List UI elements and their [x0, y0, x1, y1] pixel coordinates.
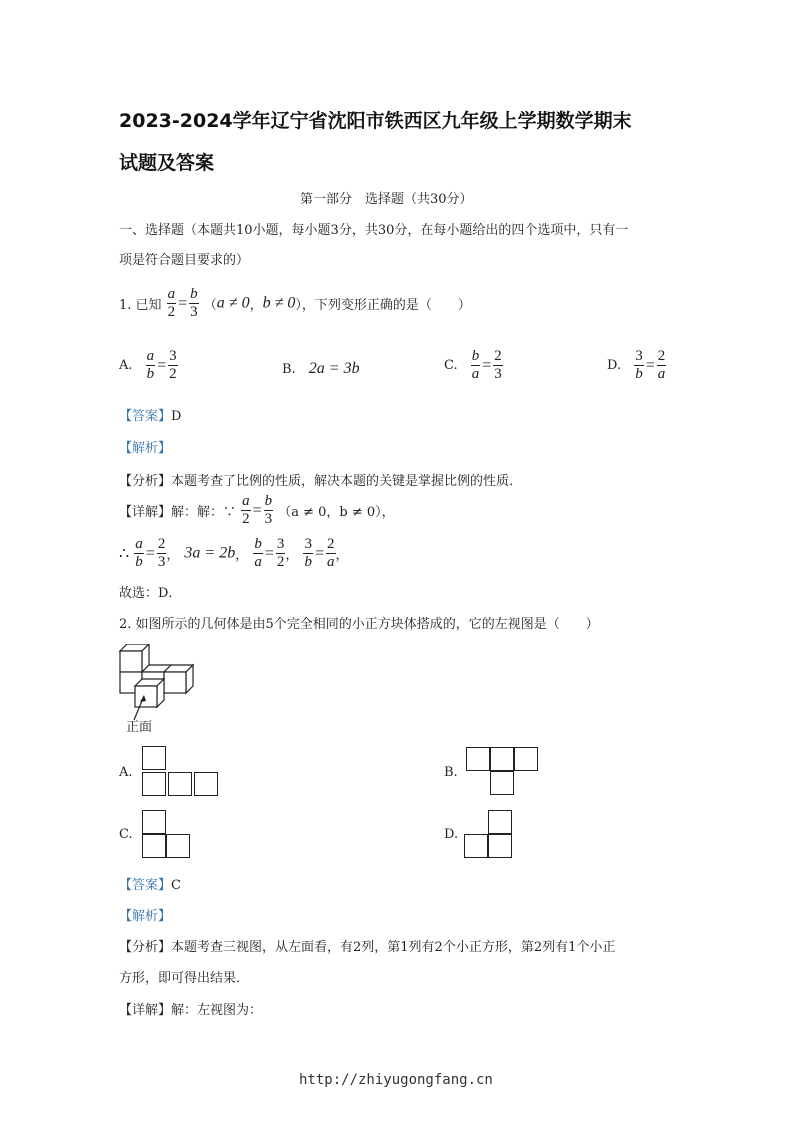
q2-answer: 【答案】C: [119, 878, 181, 893]
q1-analysis-tag: 【解析】: [119, 441, 172, 456]
front-view-label: 正面: [126, 720, 153, 735]
q1-given-left-fraction: $\frac{a}{2}$: [167, 286, 176, 320]
q2-option-d-label: D.: [444, 827, 459, 842]
q1-given-right-fraction: $\frac{b}{3}$: [190, 286, 198, 320]
page-title: 2023-2024学年辽宁省沈阳市铁西区九年级上学期数学期末: [119, 110, 632, 132]
cube-front-face: [120, 651, 142, 672]
answer-tag: 【答案】: [119, 409, 172, 424]
q1-conclusion: 故选：D．: [119, 586, 182, 601]
q2-option-b-label: B.: [444, 765, 458, 780]
instructions-line1: 一、选择题（本题共10小题，每小题3分，共30分，在每小题给出的四个选项中，只有一: [119, 223, 629, 238]
q1-fenxi: 【分析】本题考查了比例的性质，解决本题的关键是掌握比例的性质．: [119, 474, 523, 489]
q1-prefix: 1. 已知: [119, 298, 162, 313]
q2-fenxi-line1: 【分析】本题考查三视图，从左面看，有2列，第1列有2个小正方形，第2列有1个小正: [119, 940, 616, 955]
answer-tag: 【答案】: [119, 878, 172, 893]
footer-url[interactable]: http://zhiyugongfang.cn: [299, 1072, 493, 1088]
q2-stem: 2. 如图所示的几何体是由5个完全相同的小正方块体搭成的，它的左视图是（ ）: [119, 617, 599, 632]
q2-option-c-label: C.: [119, 827, 133, 842]
q1-xiangjie: 【详解】解：解：∵ $\frac{a}{2}$ = $\frac{b}{3}$ （a ≠ 0，b ≠ 0），: [119, 493, 395, 527]
q1-condition-a: a ≠ 0: [216, 294, 250, 312]
q2-fenxi-line2: 方形，即可得出结果．: [119, 971, 250, 986]
q1-derivation: ∴ $\frac{a}{b}$ = $\frac{2}{3}$ ， 3a = 2b， $\frac{b}{a}$ = $\frac{3}{2}$ ， $\frac{3}{b}$ = $\frac{2}{a}$ ，: [119, 536, 349, 570]
q1-stem: 1. 已知 $\frac{a}{2}$ = $\frac{b}{3}$ （a ≠ 0，b ≠ 0），下列变形正确的是（ ）: [119, 286, 471, 320]
instructions-line2: 项是符合题目要求的）: [119, 253, 250, 268]
q2-analysis-tag: 【解析】: [119, 909, 172, 924]
q2-option-a-label: A.: [119, 765, 133, 780]
q1-option-a: A. $\frac{a}{b}$ = $\frac{3}{2}$: [119, 348, 177, 382]
q2-xiangjie: 【详解】解：左视图为：: [119, 1003, 263, 1018]
section-heading: 第一部分 选择题（共30分）: [300, 192, 473, 207]
page-title-line2: 试题及答案: [119, 152, 215, 174]
q1-option-c: C. $\frac{b}{a}$ = $\frac{2}{3}$: [444, 348, 502, 382]
q1-option-d: D. $\frac{3}{b}$ = $\frac{2}{a}$: [607, 348, 666, 382]
q1-option-b: B. 2a = 3b: [282, 360, 360, 377]
q1-answer: 【答案】D: [119, 409, 182, 424]
q1-condition-b: b ≠ 0: [262, 294, 296, 312]
